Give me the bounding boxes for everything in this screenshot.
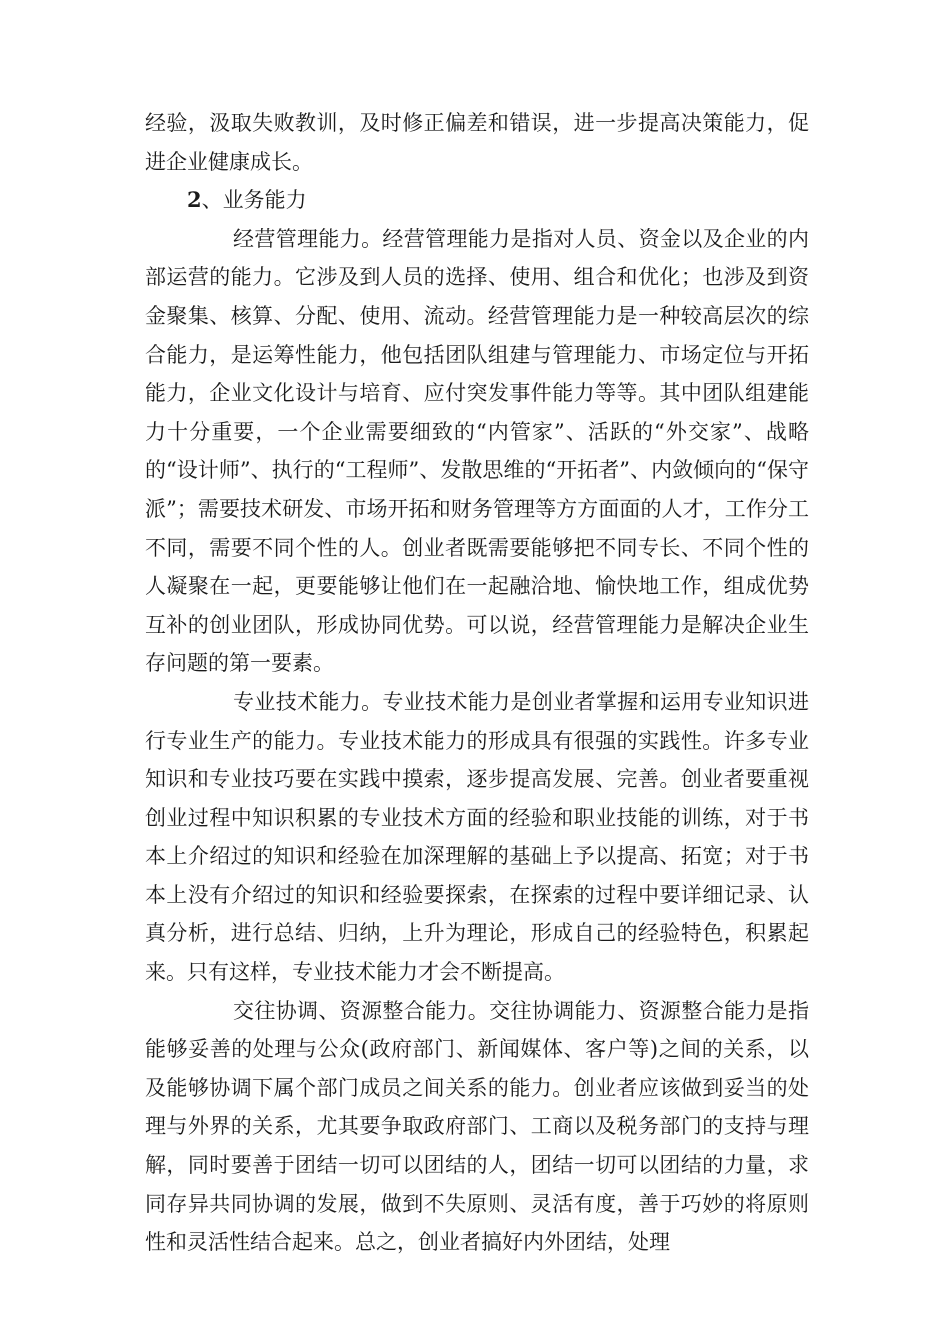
paragraph-technical: 专业技术能力。专业技术能力是创业者掌握和运用专业知识进行专业生产的能力。专业技术能力的形成具有很强的实践性。许多专业知识和专业技巧要在实践中摸索，逐步提高发展、完善。创业者要重视创业过程中知识积累的专业技术方面的经验和职业技能的训练，对于书本上介绍过的知识和经验在加深理解的基础上予以提高、拓宽；对于书本上没有介绍过的知识和经验要探索，在探索的过程中要详细记录、认真分析，进行总结、归纳，上升为理论，形成自己的经验特色，积累起来。只有这样，专业技术能力才会不断提高。	[145, 689, 809, 985]
section-heading	[145, 181, 809, 220]
paragraph-continued: 经验，汲取失败教训，及时修正偏差和错误，进一步提高决策能力，促进企业健康成长。	[145, 111, 809, 174]
paragraph-management: 经营管理能力。经营管理能力是指对人员、资金以及企业的内部运营的能力。它涉及到人员的选择、使用、组合和优化；也涉及到资金聚集、核算、分配、使用、流动。经营管理能力是一种较高层次的综合能力，是运筹性能力，他包括团队组建与管理能力、市场定位与开拓能力，企业文化设计与培育、应付突发事件能力等等。其中团队组建能力十分重要，一个企业需要细致的“内管家”、活跃的“外交家”、战略的“设计师”、执行的“工程师”、发散思维的“开拓者”、内敛倾向的“保守派”；需要技术研发、市场开拓和财务管理等方方面面的人才，工作分工不同，需要不同个性的人。创业者既需要能够把不同专长、不同个性的人凝聚在一起，更要能够让他们在一起融洽地、愉快地工作，组成优势互补的创业团队，形成协同优势。可以说，经营管理能力是解决企业生存问题的第一要素。	[145, 226, 809, 676]
paragraph-coordination: 交往协调、资源整合能力。交往协调能力、资源整合能力是指能够妥善的处理与公众(政府部门、新闻媒体、客户等)之间的关系，以及能够协调下属个部门成员之间关系的能力。创业者应该做到妥当的处理与外界的关系，尤其要争取政府部门、工商以及税务部门的支持与理解，同时要善于团结一切可以团结的人，团结一切可以团结的力量，求同存异共同协调的发展，做到不失原则、灵活有度，善于巧妙的将原则性和灵活性结合起来。总之，创业者搞好内外团结，处理	[145, 998, 809, 1255]
section-title: 、业务能力	[201, 188, 307, 213]
document-page	[145, 104, 809, 1262]
section-number: 2	[187, 187, 202, 213]
